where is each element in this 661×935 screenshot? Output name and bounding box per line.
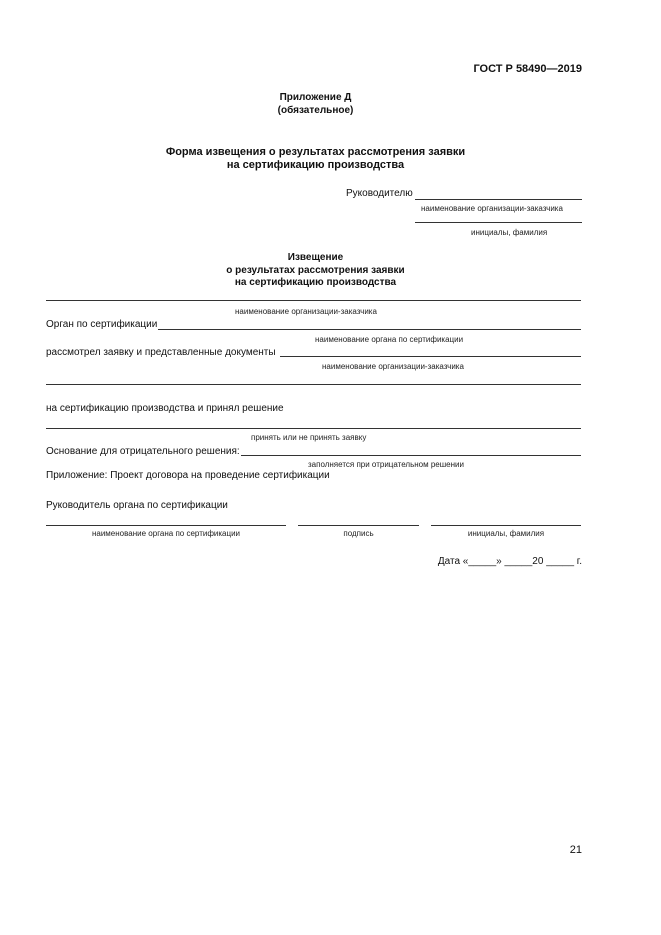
notice-title-line2: о результатах рассмотрения заявки [226,265,405,276]
cert-body-label: Орган по сертификации [46,319,158,330]
decision-label: на сертификацию производства и принял решение [46,403,284,414]
signature-body-line[interactable] [46,525,286,526]
page-number: 21 [569,844,582,856]
refusal-line[interactable] [241,455,581,456]
refusal-label: Основание для отрицательного решения: [46,446,240,457]
addressee-name-line[interactable] [415,222,582,223]
reviewed-label: рассмотрел заявку и представленные документы [46,347,276,358]
addressee-label: Руководителю [346,188,413,199]
notice-title-line1: Извещение [287,252,344,263]
appendix-title: Приложение Д [279,92,352,103]
decision-line[interactable] [46,428,581,429]
signature-name-caption: инициалы, фамилия [467,529,545,538]
addressee-org-caption: наименование организации-заказчика [421,204,563,213]
cert-body-caption: наименование органа по сертификации [315,335,464,344]
customer-caption: наименование организации-заказчика [235,307,377,316]
refusal-caption: заполняется при отрицательном решении [308,460,464,469]
signature-name-line[interactable] [431,525,581,526]
form-title-line2: на сертификацию производства [226,159,405,171]
signature-label: Руководитель органа по сертификации [46,500,228,511]
customer-line[interactable] [46,300,581,301]
signature-body-caption: наименование органа по сертификации [91,529,241,538]
cert-body-line[interactable] [158,329,581,330]
addressee-name-caption: инициалы, фамилия [471,228,548,237]
decision-caption: принять или не принять заявку [251,433,367,442]
form-title-line1: Форма извещения о результатах рассмотрения заявки [165,146,466,158]
addressee-org-line[interactable] [415,199,582,200]
appendix-status: (обязательное) [277,105,354,116]
reviewed-line[interactable] [280,356,581,357]
attachment-text: Приложение: Проект договора на проведение сертификации [46,470,330,481]
reviewed-caption: наименование организации-заказчика [322,362,464,371]
signature-sign-line[interactable] [298,525,419,526]
date-field: Дата «_____» _____20 _____ г. [437,556,582,567]
reviewed-line-2[interactable] [46,384,581,385]
signature-sign-caption: подпись [343,529,374,538]
notice-title-line3: на сертификацию производства [234,277,397,288]
standard-number: ГОСТ Р 58490—2019 [473,63,582,75]
